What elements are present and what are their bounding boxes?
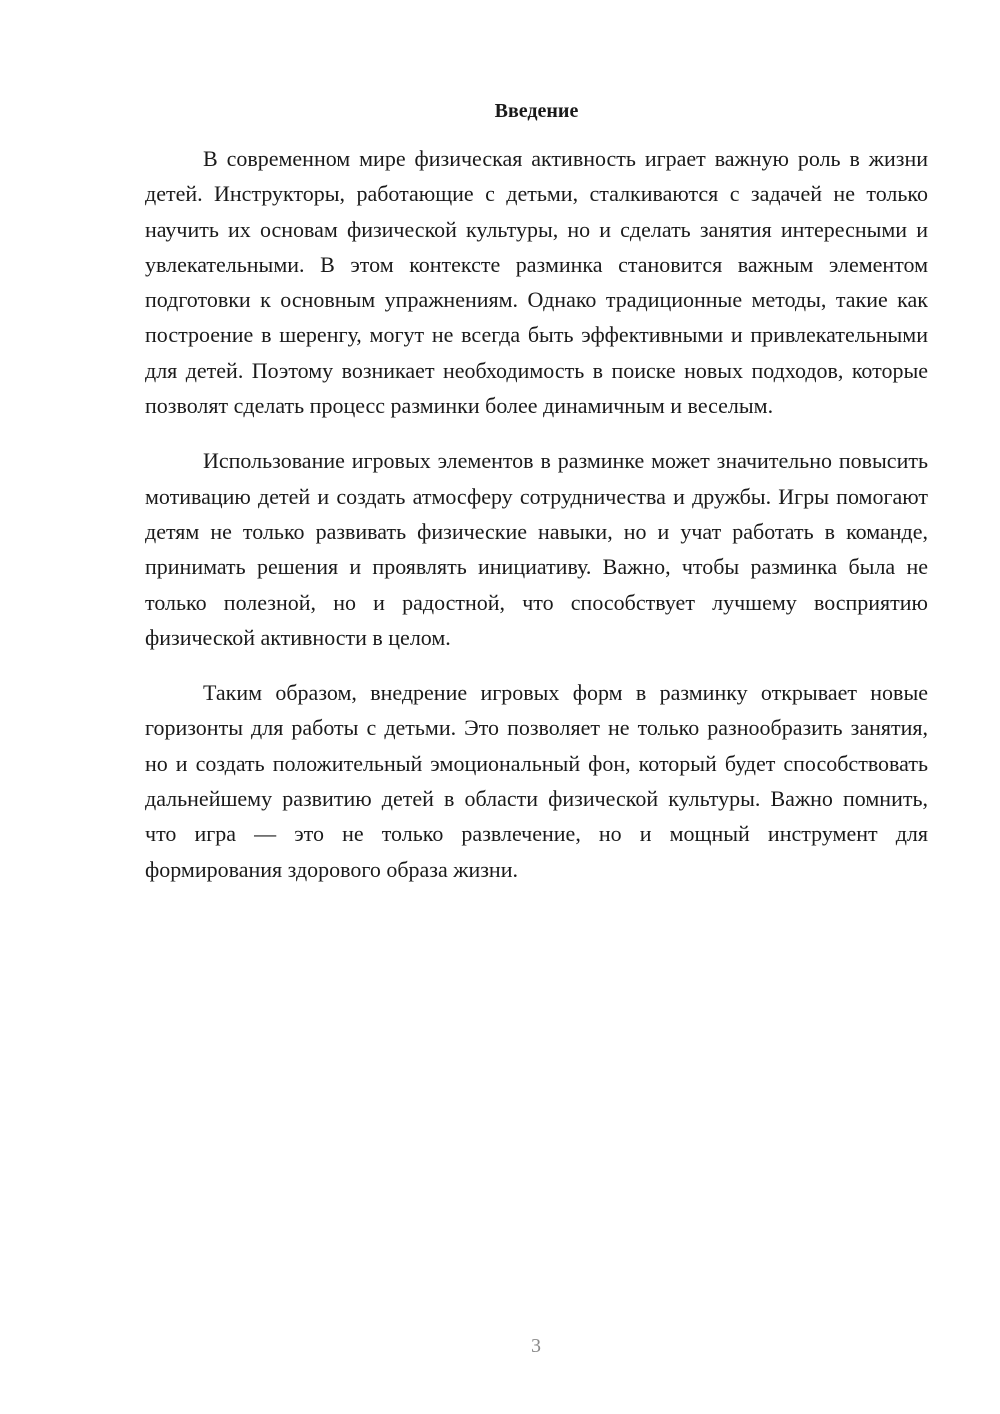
paragraph-3: Таким образом, внедрение игровых форм в разминку открывает новые горизонты для работы с детьми. Это позволяет не только разнообразить занятия, но и создать положительный эмоциональный фон, который будет способствовать дальнейшему развитию детей в области физической культуры. Важно помнить, что игра — это не только развлечение, но и мощный инструмент для формирования здорового образа жизни. [145,680,928,882]
paragraph-1: В современном мире физическая активность играет важную роль в жизни детей. Инструкторы, работающие с детьми, сталкиваются с задачей не только научить их основам физической культуры, но и сделать занятия интересными и увлекательными. В этом контексте разминка становится важным элементом подготовки к основным упражнениям. Однако традиционные методы, такие как построение в шеренгу, могут не всегда быть эффективными и привлекательными для детей. Поэтому возникает необходимость в поиске новых подходов, которые позволят сделать процесс разминки более динамичным и веселым. [145,146,928,419]
paragraph-2: Использование игровых элементов в разминке может значительно повысить мотивацию детей и создать атмосферу сотрудничества и дружбы. Игры помогают детям не только развивать физические навыки, но и учат работать в команде, принимать решения и проявлять инициативу. Важно, чтобы разминка была не только полезной, но и радостной, что способствует лучшему восприятию физической активности в целом. [145,448,928,650]
section-heading: Введение [494,100,579,122]
page-number: 3 [531,1335,541,1357]
document-body [145,141,928,907]
